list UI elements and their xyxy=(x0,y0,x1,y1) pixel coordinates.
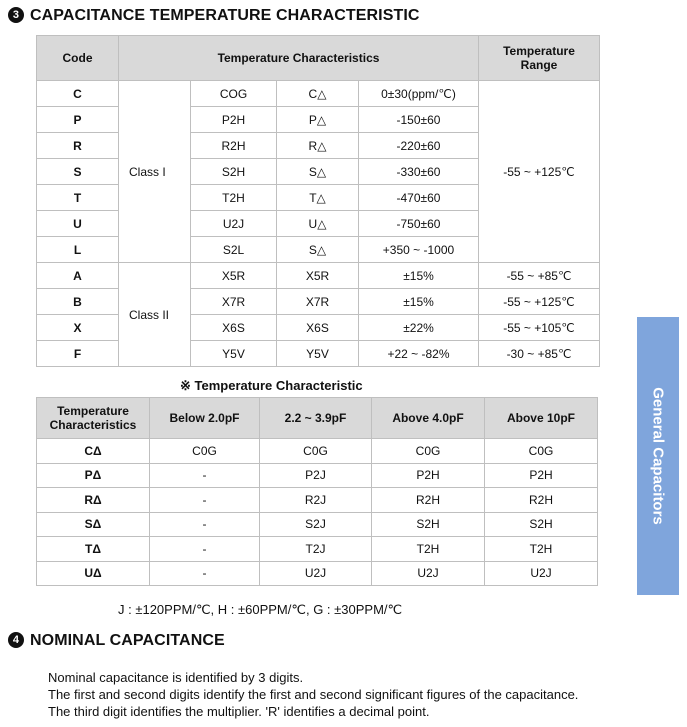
char-value-cell: -220±60 xyxy=(359,133,479,159)
table-cell: U2J xyxy=(260,561,372,586)
note-title: ※ Temperature Characteristic xyxy=(180,378,363,393)
char-value-cell: -330±60 xyxy=(359,159,479,185)
table-cell: T2H xyxy=(485,537,598,562)
range-cell: -30 ~ +85℃ xyxy=(479,341,600,367)
code-cell: RΔ xyxy=(37,488,150,513)
code-cell: SΔ xyxy=(37,512,150,537)
table-row xyxy=(37,439,598,464)
table-row xyxy=(37,81,600,107)
char-symbol-cell: U△ xyxy=(277,211,359,237)
table-row xyxy=(37,488,598,513)
table-cell: T2J xyxy=(260,537,372,562)
char-name-cell: COG xyxy=(191,81,277,107)
table-cell: - xyxy=(150,512,260,537)
char-name-cell: U2J xyxy=(191,211,277,237)
char-value-cell: -150±60 xyxy=(359,107,479,133)
header-2-2-to-3-9pf: 2.2 ~ 3.9pF xyxy=(260,398,372,439)
table-cell: P2H xyxy=(372,463,485,488)
char-symbol-cell: Y5V xyxy=(277,341,359,367)
char-symbol-cell: S△ xyxy=(277,237,359,263)
section-4-title: NOMINAL CAPACITANCE xyxy=(30,632,225,649)
table-row xyxy=(37,263,600,289)
table-header-row xyxy=(37,398,598,439)
code-cell: PΔ xyxy=(37,463,150,488)
table-cell: C0G xyxy=(150,439,260,464)
nominal-capacitance-description xyxy=(48,669,578,720)
code-cell: U xyxy=(37,211,119,237)
table-cell: C0G xyxy=(260,439,372,464)
char-name-cell: S2L xyxy=(191,237,277,263)
header-temperature-characteristics: Temperature Characteristics xyxy=(37,398,150,439)
table-cell: T2H xyxy=(372,537,485,562)
code-cell: UΔ xyxy=(37,561,150,586)
code-cell: P xyxy=(37,107,119,133)
char-name-cell: S2H xyxy=(191,159,277,185)
table-cell: C0G xyxy=(485,439,598,464)
char-name-cell: T2H xyxy=(191,185,277,211)
temperature-characteristic-table xyxy=(36,35,600,367)
char-value-cell: -750±60 xyxy=(359,211,479,237)
code-cell: T xyxy=(37,185,119,211)
table-cell: - xyxy=(150,561,260,586)
table-cell: - xyxy=(150,537,260,562)
char-symbol-cell: R△ xyxy=(277,133,359,159)
header-code: Code xyxy=(37,36,119,81)
char-symbol-cell: S△ xyxy=(277,159,359,185)
code-cell: CΔ xyxy=(37,439,150,464)
char-name-cell: R2H xyxy=(191,133,277,159)
range-cell: -55 ~ +85℃ xyxy=(479,263,600,289)
capacitance-range-table xyxy=(36,397,598,586)
code-cell: X xyxy=(37,315,119,341)
header-below-2pf: Below 2.0pF xyxy=(150,398,260,439)
header-temperature-characteristics: Temperature Characteristics xyxy=(119,36,479,81)
char-value-cell: +350 ~ -1000 xyxy=(359,237,479,263)
table-row xyxy=(37,561,598,586)
code-cell: S xyxy=(37,159,119,185)
char-value-cell: ±15% xyxy=(359,289,479,315)
char-value-cell: +22 ~ -82% xyxy=(359,341,479,367)
paragraph-line: Nominal capacitance is identified by 3 digits. xyxy=(48,670,304,685)
range-cell: -55 ~ +105℃ xyxy=(479,315,600,341)
table-cell: S2J xyxy=(260,512,372,537)
char-symbol-cell: X5R xyxy=(277,263,359,289)
table-header-row xyxy=(37,36,600,81)
char-name-cell: X6S xyxy=(191,315,277,341)
code-cell: B xyxy=(37,289,119,315)
section-3-heading xyxy=(8,7,420,25)
char-symbol-cell: T△ xyxy=(277,185,359,211)
char-name-cell: P2H xyxy=(191,107,277,133)
general-capacitors-side-tab[interactable] xyxy=(637,317,679,595)
char-name-cell: X7R xyxy=(191,289,277,315)
char-symbol-cell: C△ xyxy=(277,81,359,107)
paragraph-line: The third digit identifies the multiplier. 'R' identifies a decimal point. xyxy=(48,704,430,719)
table-cell: R2H xyxy=(485,488,598,513)
char-name-cell: X5R xyxy=(191,263,277,289)
char-value-cell: -470±60 xyxy=(359,185,479,211)
paragraph-line: The first and second digits identify the first and second significant figures of the capacitance. xyxy=(48,687,579,702)
section-4-heading xyxy=(8,632,225,650)
table-cell: - xyxy=(150,463,260,488)
table-cell: - xyxy=(150,488,260,513)
code-cell: L xyxy=(37,237,119,263)
table-row xyxy=(37,537,598,562)
class-1-label: Class I xyxy=(119,81,191,263)
section-number-badge: 4 xyxy=(8,632,24,648)
char-name-cell: Y5V xyxy=(191,341,277,367)
table-cell: C0G xyxy=(372,439,485,464)
table-cell: R2J xyxy=(260,488,372,513)
table-row xyxy=(37,463,598,488)
table-cell: R2H xyxy=(372,488,485,513)
section-number-badge: 3 xyxy=(8,7,24,23)
table-cell: U2J xyxy=(485,561,598,586)
table-cell: P2H xyxy=(485,463,598,488)
code-cell: TΔ xyxy=(37,537,150,562)
char-symbol-cell: X6S xyxy=(277,315,359,341)
table-cell: P2J xyxy=(260,463,372,488)
code-cell: A xyxy=(37,263,119,289)
header-temperature-range: Temperature Range xyxy=(479,36,600,81)
class-1-range: -55 ~ +125℃ xyxy=(479,81,600,263)
code-cell: R xyxy=(37,133,119,159)
code-cell: C xyxy=(37,81,119,107)
table-cell: U2J xyxy=(372,561,485,586)
table-row xyxy=(37,512,598,537)
header-above-4pf: Above 4.0pF xyxy=(372,398,485,439)
table-cell: S2H xyxy=(372,512,485,537)
table-cell: S2H xyxy=(485,512,598,537)
char-value-cell: ±15% xyxy=(359,263,479,289)
class-2-label: Class II xyxy=(119,263,191,367)
header-above-10pf: Above 10pF xyxy=(485,398,598,439)
char-value-cell: 0±30(ppm/℃) xyxy=(359,81,479,107)
side-tab-label: General Capacitors xyxy=(649,387,667,525)
char-symbol-cell: X7R xyxy=(277,289,359,315)
section-3-title: CAPACITANCE TEMPERATURE CHARACTERISTIC xyxy=(30,7,420,24)
legend-note: J : ±120PPM/℃, H : ±60PPM/℃, G : ±30PPM/℃ xyxy=(118,602,403,617)
char-symbol-cell: P△ xyxy=(277,107,359,133)
char-value-cell: ±22% xyxy=(359,315,479,341)
code-cell: F xyxy=(37,341,119,367)
range-cell: -55 ~ +125℃ xyxy=(479,289,600,315)
